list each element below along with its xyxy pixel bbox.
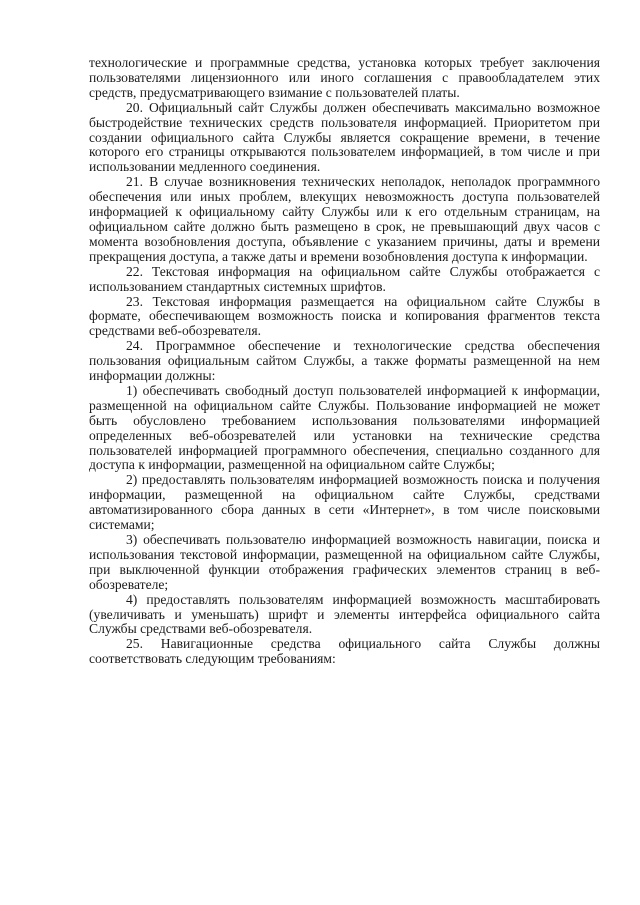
paragraph-23: 23. Текстовая информация размещается на официальном сайте Службы в формате, обеспечивающем возможность поиска и копирования фрагментов текста средствами веб-обозревателя. bbox=[89, 293, 600, 339]
paragraph-22: 22. Текстовая информация на официальном сайте Службы отображается с использованием стандартных системных шрифтов. bbox=[89, 263, 600, 294]
paragraph-24-item-4: 4) предоставлять пользователям информацией возможность масштабировать (увеличивать и уменьшать) шрифт и элементы интерфейса официального сайта Службы средствами веб-обозревателя. bbox=[89, 591, 600, 637]
document-body bbox=[89, 56, 600, 667]
paragraph-20: 20. Официальный сайт Службы должен обеспечивать максимально возможное быстродействие технических средств пользователя информацией. Приоритетом при создании официального сайта Службы является сокращение времени, в течение которого его страницы открываются пользователем информацией, в том числе и при использовании медленного соединения. bbox=[89, 99, 600, 175]
paragraph-25: 25. Навигационные средства официального сайта Службы должны соответствовать следующим требованиям: bbox=[89, 636, 600, 667]
paragraph-21: 21. В случае возникновения технических неполадок, неполадок программного обеспечения или иных проблем, влекущих невозможность доступа пользователей информацией к официальному сайту Службы или к его отдельным страницам, на официальном сайте должно быть размещено в срок, не превышающий двух часов с момента возобновления доступа, объявление с указанием причины, даты и времени прекращения доступа, а также даты и времени возобновления доступа к информации. bbox=[89, 174, 600, 264]
paragraph-24: 24. Программное обеспечение и технологические средства обеспечения пользования официальным сайтом Службы, а также форматы размещенной на нем информации должны: bbox=[89, 338, 600, 384]
paragraph-24-item-3: 3) обеспечивать пользователю информацией возможность навигации, поиска и использования текстовой информации, размещенной на официальном сайте Службы, при выключенной функции отображения графических элементов страниц в веб-обозревателе; bbox=[89, 532, 600, 592]
paragraph-24-item-1: 1) обеспечивать свободный доступ пользователей информацией к информации, размещенной на официальном сайте Службы. Пользование информацией не может быть обусловлено требованием использования пользователями информацией определенных веб-обозревателей или установки на технические средства пользователей информацией программного обеспечения, специально созданного для доступа к информации, размещенной на официальном сайте Службы; bbox=[89, 382, 600, 473]
paragraph-24-item-2: 2) предоставлять пользователям информацией возможность поиска и получения информации, размещенной на официальном сайте Службы, средствами автоматизированного сбора данных в сети «Интернет», в том числе поисковыми системами; bbox=[89, 472, 600, 533]
paragraph-continuation: технологические и программные средства, установка которых требует заключения пользователями лицензионного или иного соглашения с правообладателем этих средств, предусматривающего взимание с пользователей платы. bbox=[89, 55, 600, 100]
